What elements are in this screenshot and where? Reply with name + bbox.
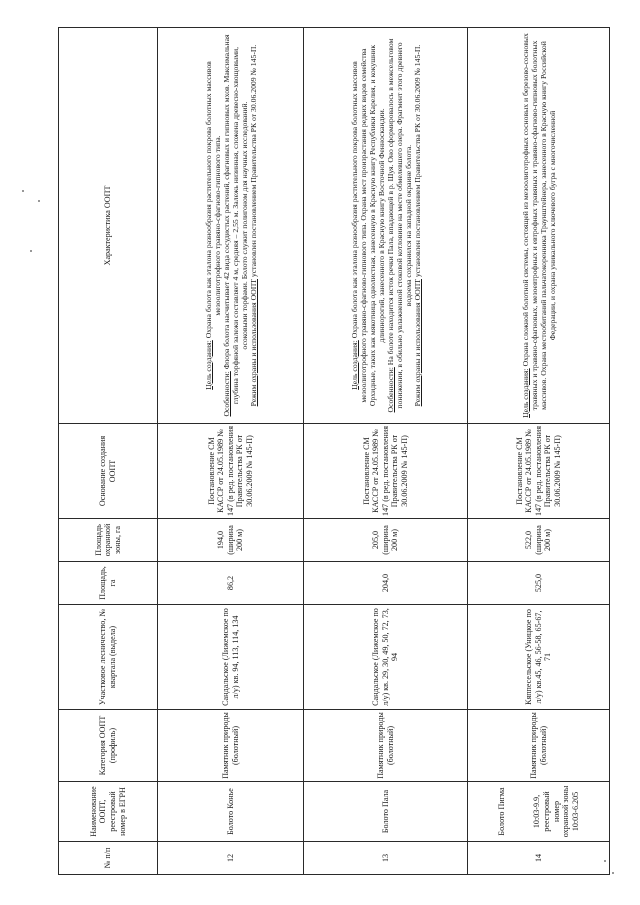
oopt-characteristics xyxy=(304,28,468,424)
oopt-zone-area: 205,0 (ширина 200 м) xyxy=(304,519,468,562)
row-number: 14 xyxy=(468,842,610,875)
oopt-category: Памятник природы (болотный) xyxy=(468,710,610,782)
oopt-table xyxy=(58,27,610,875)
table-row xyxy=(158,28,304,875)
header-basis: Основание создания ООПТ xyxy=(59,424,158,519)
oopt-name: Болото Конье xyxy=(158,782,304,842)
char-paragraph: Особенности: На болоте находится исток речки Пала, впадающей в р. Шуя. Оно сформировалось в межсельговом понижении, в обильно увлажненной стоковой котловине на месте обмелевшего озера. Фрагмент этого древнего водоема сохранился на западной окраине болота. xyxy=(385,38,413,413)
header-forestry: Участковое лесничество, № квартала (выдела) xyxy=(59,605,158,710)
table-header-row xyxy=(59,28,158,875)
char-paragraph: Цель создания: Охрана болота как эталона разнообразия растительного покрова болотных массивов мезоолиготрофного травяно-сфагново-гипнового типа. xyxy=(203,61,222,390)
oopt-basis: Постановление СМ КАССР от 24.05.1989 № 147 (в ред. постановления Правительства РК от 30.06.2009 № 145-П) xyxy=(468,424,610,519)
char-paragraph: Режим охраны и использования ООПТ установлен постановлением Правительства РК от 30.06.2009 № 145-П. xyxy=(412,44,422,407)
table-row xyxy=(304,28,468,875)
oopt-zone-area: 522,0 (ширина 200 м) xyxy=(468,519,610,562)
oopt-forestry: Кяппесельское (Уницкое по л/у) кв.45, 46, 56-58, 65-67, 71 xyxy=(468,605,610,710)
char-paragraph: Цель создания: Охрана болота как эталона разнообразия растительного покрова болотных массивов мезоолиготрофного травяно-сфагново-гипнового типа. Охрана мест произрастания редких видов семейства Орхидные, таких как мякотница однолистная, занесенную в Красную книгу Республики Карелия, и кокушник длиннорогий, занесенного в Красную книгу Восточной Фенноскандии. xyxy=(349,44,386,407)
oopt-forestry: Сандальское (Лижемское по л/у) кв. 29, 30, 49, 50, 72, 73, 94 xyxy=(304,605,468,710)
row-number: 12 xyxy=(158,842,304,875)
oopt-name: Болото Пала xyxy=(304,782,468,842)
header-zone-area: Площадь охранной зоны, га xyxy=(59,519,158,562)
oopt-area: 204,0 xyxy=(304,562,468,605)
char-paragraph: Цель создания: Охрана сложной болотной системы, состоящей из мезоолиготрофных сосновых и березово-сосновых травяных и травяно-сфагновых, мезоевтрофных и евтрофных травяных и травяно-сфагново-гипновых болотных массивов. Охрана местообитаний пальчатокоренника Траунштейнера, занесенного в Красную книгу Российской Федерации, и охрана уникального ключевого бугра с многочисленной xyxy=(520,33,557,418)
oopt-name-cell xyxy=(468,782,610,842)
oopt-characteristics xyxy=(158,28,304,424)
oopt-category: Памятник природы (болотный) xyxy=(158,710,304,782)
header-characteristics: Характеристика ООПТ xyxy=(59,28,158,424)
char-paragraph: Режим охраны и использования ООПТ установлен постановлением Правительства РК от 30.06.2009 № 145-П. xyxy=(248,44,258,407)
row-number: 13 xyxy=(304,842,468,875)
header-area: Площадь, га xyxy=(59,562,158,605)
oopt-area: 86,2 xyxy=(158,562,304,605)
oopt-zone-area: 194,0 (ширина 200 м) xyxy=(158,519,304,562)
oopt-area: 525,0 xyxy=(468,562,610,605)
table-row xyxy=(468,28,610,875)
oopt-forestry: Сандальское (Лижемское по л/у) кв. 94, 113, 114, 134 xyxy=(158,605,304,710)
oopt-basis: Постановление СМ КАССР от 24.05.1989 № 147 (в ред. постановления Правительства РК от 30.06.2009 № 145-П) xyxy=(158,424,304,519)
header-name: Наименование ООПТ, реестровый номер в ЕГРН xyxy=(59,782,158,842)
header-number: № п/п xyxy=(59,842,158,875)
oopt-name: Болото Пигма xyxy=(496,787,506,836)
header-category: Категория ООПТ (профиль) xyxy=(59,710,158,782)
oopt-registry-number: 10:03-9.9, реестровый номер охранной зоны 10:03-6.205 xyxy=(532,785,580,838)
oopt-basis: Постановление СМ КАССР от 24.05.1989 № 147 (в ред. постановления Правительства РК от 30.06.2009 № 145-П) xyxy=(304,424,468,519)
char-paragraph: Особенности: Флора болота насчитывает 42 вида сосудистых растений, сфагновых и гипновых мхов. Максимальная глубина торфяной залежи составляет 4 м, средняя – 2,55 м. Залежь низинная, сложена древесно-хвощовыми, осоковыми торфами. Болото служит полигоном для научных исследований. xyxy=(221,34,249,417)
oopt-characteristics xyxy=(468,28,610,424)
oopt-category: Памятник природы (болотный) xyxy=(304,710,468,782)
